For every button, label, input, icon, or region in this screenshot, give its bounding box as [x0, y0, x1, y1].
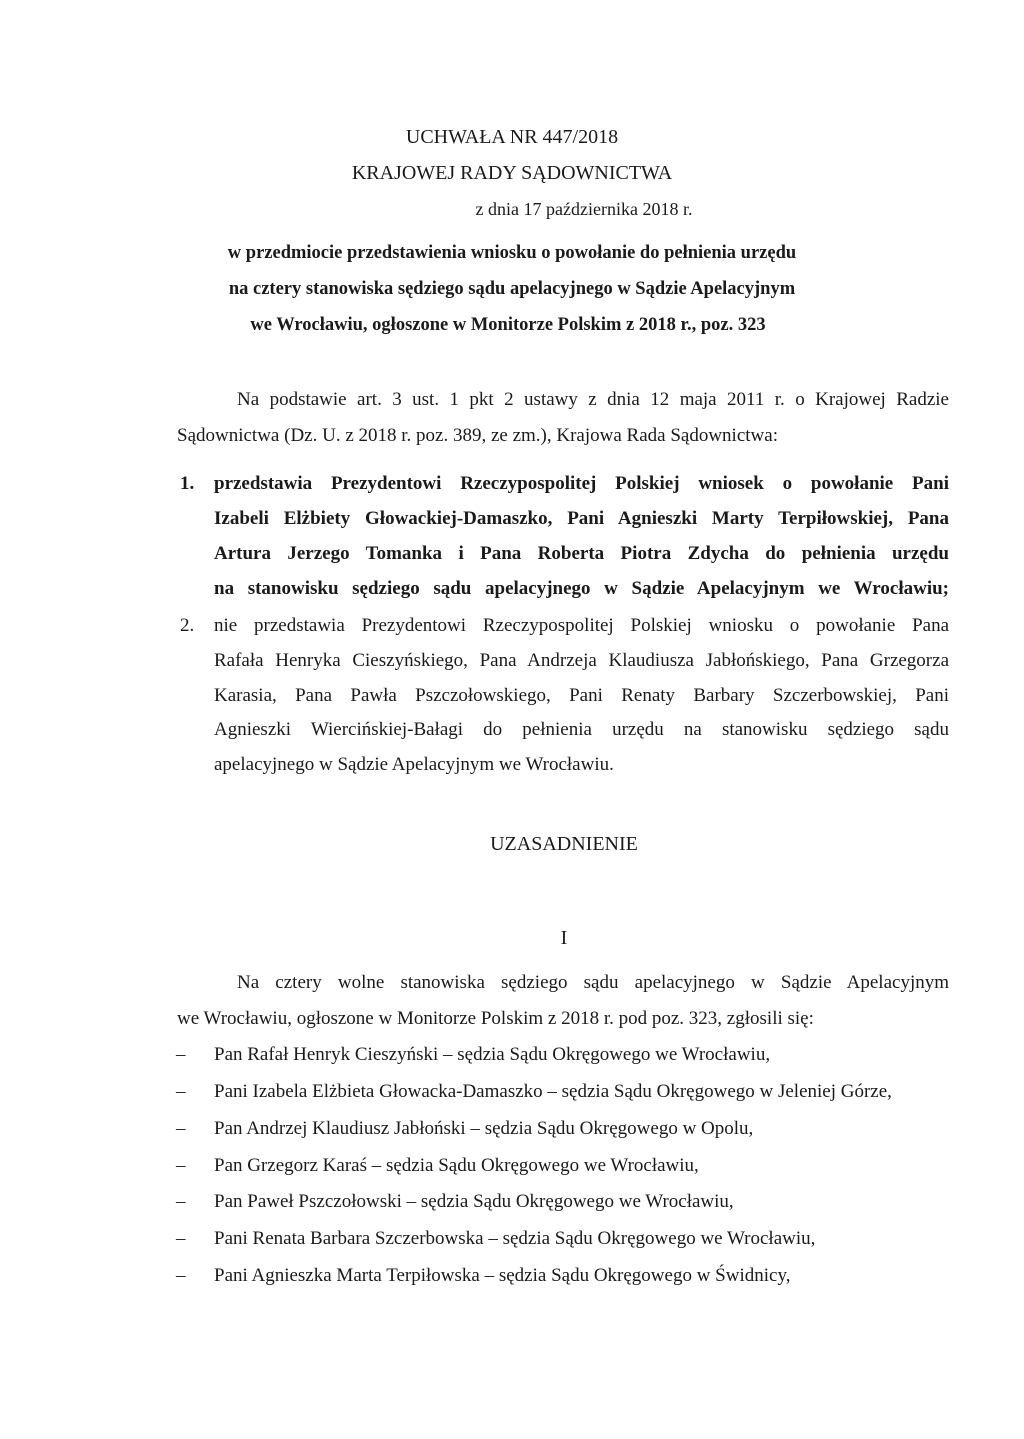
decision-2-line-3: Karasia, Pana Pawła Pszczołowskiego, Pani Renaty Barbary Szczerbowskiej, Pani: [214, 685, 949, 706]
candidate-item: Pani Renata Barbara Szczerbowska – sędzia Sądu Okręgowego we Wrocławiu,: [214, 1228, 816, 1249]
justification-intro-line-1: Na cztery wolne stanowiska sędziego sądu apelacyjnego w Sądzie Apelacyjnym: [237, 972, 949, 993]
resolution-number: UCHWAŁA NR 447/2018: [405, 126, 619, 148]
decision-2-line-5: apelacyjnego w Sądzie Apelacyjnym we Wrocławiu.: [214, 754, 614, 775]
legal-basis-line-1: Na podstawie art. 3 ust. 1 pkt 2 ustawy z dnia 12 maja 2011 r. o Krajowej Radzie: [237, 389, 949, 410]
decision-1-line-2: Izabeli Elżbiety Głowackiej-Damaszko, Pani Agnieszki Marty Terpiłowskiej, Pana: [214, 508, 949, 529]
list-dash: –: [176, 1191, 186, 1212]
decision-1-number: 1.: [180, 473, 195, 494]
subject-line-1: w przedmiocie przedstawienia wniosku o powołanie do pełnienia urzędu: [227, 243, 797, 263]
decision-1-line-4: na stanowisku sędziego sądu apelacyjnego w Sądzie Apelacyjnym we Wrocławiu;: [214, 578, 949, 599]
candidate-item: Pan Andrzej Klaudiusz Jabłoński – sędzia Sądu Okręgowego w Opolu,: [214, 1118, 754, 1139]
candidate-item: Pan Grzegorz Karaś – sędzia Sądu Okręgowego we Wrocławiu,: [214, 1155, 699, 1176]
decision-2-line-2: Rafała Henryka Cieszyńskiego, Pana Andrzeja Klaudiusza Jabłońskiego, Pana Grzegorza: [214, 650, 949, 671]
candidate-item: Pan Paweł Pszczołowski – sędzia Sądu Okręgowego we Wrocławiu,: [214, 1191, 734, 1212]
list-dash: –: [176, 1044, 186, 1065]
list-dash: –: [176, 1081, 186, 1102]
council-name: KRAJOWEJ RADY SĄDOWNICTWA: [351, 162, 673, 184]
section-number: I: [560, 927, 568, 949]
decision-1-line-3: Artura Jerzego Tomanka i Pana Roberta Piotra Zdycha do pełnienia urzędu: [214, 543, 949, 564]
list-dash: –: [176, 1118, 186, 1139]
legal-basis-line-2: Sądownictwa (Dz. U. z 2018 r. poz. 389, ze zm.), Krajowa Rada Sądownictwa:: [177, 425, 778, 446]
list-dash: –: [176, 1228, 186, 1249]
justification-intro-line-2: we Wrocławiu, ogłoszone w Monitorze Polskim z 2018 r. pod poz. 323, zgłosili się:: [177, 1008, 814, 1029]
decision-2-number: 2.: [180, 615, 195, 636]
decision-1-line-1: przedstawia Prezydentowi Rzeczypospolitej Polskiej wniosek o powołanie Pani: [214, 473, 949, 494]
resolution-date: z dnia 17 października 2018 r.: [475, 199, 693, 219]
decision-2-line-4: Agnieszki Wiercińskiej-Bałagi do pełnienia urzędu na stanowisku sędziego sądu: [214, 719, 949, 740]
subject-line-3: we Wrocławiu, ogłoszone w Monitorze Polskim z 2018 r., poz. 323: [250, 315, 766, 335]
justification-heading: UZASADNIENIE: [490, 833, 638, 855]
decision-2-line-1: nie przedstawia Prezydentowi Rzeczypospolitej Polskiej wniosku o powołanie Pana: [214, 615, 949, 636]
list-dash: –: [176, 1265, 186, 1286]
list-dash: –: [176, 1155, 186, 1176]
candidate-item: Pani Izabela Elżbieta Głowacka-Damaszko – sędzia Sądu Okręgowego w Jeleniej Górze,: [214, 1081, 892, 1102]
candidate-item: Pan Rafał Henryk Cieszyński – sędzia Sądu Okręgowego we Wrocławiu,: [214, 1044, 771, 1065]
subject-line-2: na cztery stanowiska sędziego sądu apelacyjnego w Sądzie Apelacyjnym: [228, 279, 796, 299]
candidate-item: Pani Agnieszka Marta Terpiłowska – sędzia Sądu Okręgowego w Świdnicy,: [214, 1265, 791, 1286]
